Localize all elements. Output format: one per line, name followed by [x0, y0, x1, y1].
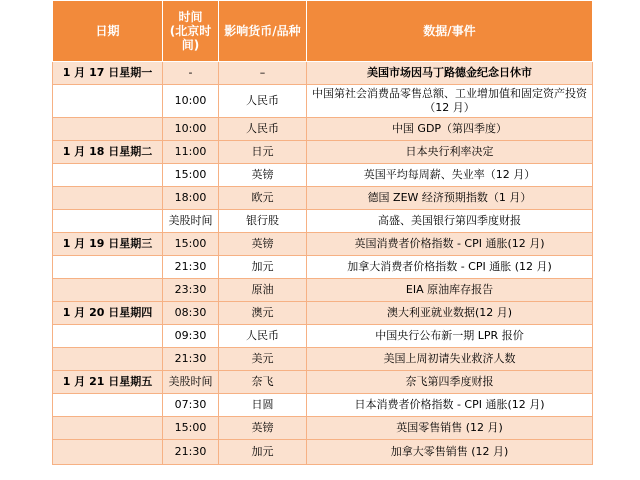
table-row: [53, 233, 593, 256]
row-date-cell: [53, 256, 163, 279]
row-time-cell: 美股时间: [163, 210, 219, 233]
table-row: [53, 279, 593, 302]
table-row: [53, 141, 593, 164]
row-date-cell: [53, 279, 163, 302]
row-currency-cell: 美元: [219, 348, 307, 371]
row-currency-cell: 日圆: [219, 394, 307, 417]
row-event-cell: 英国平均每周薪、失业率（12 月）: [307, 164, 593, 187]
row-currency-cell: 原油: [219, 279, 307, 302]
row-currency-cell: 英镑: [219, 164, 307, 187]
header-event: 数据/事件: [307, 1, 593, 62]
table-row: [53, 371, 593, 394]
row-time-cell: 11:00: [163, 141, 219, 164]
table-row: [53, 325, 593, 348]
table-row: [53, 394, 593, 417]
table-row: [53, 85, 593, 118]
row-time-cell: 10:00: [163, 118, 219, 141]
row-date-cell: [53, 325, 163, 348]
row-event-cell: 中国第社会消费品零售总额、工业增加值和固定资产投资（12 月）: [307, 85, 593, 118]
row-time-cell: 15:00: [163, 164, 219, 187]
row-time-cell: 07:30: [163, 394, 219, 417]
table-row: [53, 164, 593, 187]
row-event-cell: 加拿大零售销售 (12 月): [307, 440, 593, 465]
row-currency-cell: 加元: [219, 440, 307, 465]
header-currency: 影响货币/品种: [219, 1, 307, 62]
table-row: [53, 210, 593, 233]
row-date-cell: 1 月 21 日星期五: [53, 371, 163, 394]
row-event-cell: 英国消费者价格指数 - CPI 通胀(12 月): [307, 233, 593, 256]
row-currency-cell: 人民币: [219, 118, 307, 141]
row-event-cell: 中国 GDP（第四季度）: [307, 118, 593, 141]
row-currency-cell: 澳元: [219, 302, 307, 325]
row-time-cell: 10:00: [163, 85, 219, 118]
table-row: [53, 62, 593, 85]
row-currency-cell: 加元: [219, 256, 307, 279]
row-currency-cell: 人民币: [219, 85, 307, 118]
table-row: [53, 302, 593, 325]
table-header-row: [53, 1, 593, 62]
header-date: 日期: [53, 1, 163, 62]
row-date-cell: [53, 118, 163, 141]
row-time-cell: 21:30: [163, 348, 219, 371]
row-event-cell: 日本消费者价格指数 - CPI 通胀(12 月): [307, 394, 593, 417]
economic-calendar-table: [52, 0, 593, 465]
row-time-cell: 15:00: [163, 233, 219, 256]
table-row: [53, 256, 593, 279]
row-date-cell: [53, 348, 163, 371]
row-currency-cell: –: [219, 62, 307, 85]
row-event-cell: 中国央行公布新一期 LPR 报价: [307, 325, 593, 348]
row-time-cell: -: [163, 62, 219, 85]
row-event-cell: 日本央行利率决定: [307, 141, 593, 164]
row-time-cell: 美股时间: [163, 371, 219, 394]
table-row: [53, 187, 593, 210]
row-time-cell: 09:30: [163, 325, 219, 348]
table-row: [53, 440, 593, 465]
row-event-cell: 高盛、美国银行第四季度财报: [307, 210, 593, 233]
row-time-cell: 23:30: [163, 279, 219, 302]
row-date-cell: 1 月 19 日星期三: [53, 233, 163, 256]
row-date-cell: [53, 210, 163, 233]
row-currency-cell: 欧元: [219, 187, 307, 210]
row-time-cell: 21:30: [163, 440, 219, 465]
row-event-cell: 英国零售销售 (12 月): [307, 417, 593, 440]
row-currency-cell: 人民币: [219, 325, 307, 348]
table-row: [53, 348, 593, 371]
row-event-cell: 美国上周初请失业救济人数: [307, 348, 593, 371]
row-event-cell: EIA 原油库存报告: [307, 279, 593, 302]
table-row: [53, 118, 593, 141]
row-currency-cell: 英镑: [219, 417, 307, 440]
table-row: [53, 417, 593, 440]
row-event-cell: 奈飞第四季度财报: [307, 371, 593, 394]
row-date-cell: [53, 394, 163, 417]
row-time-cell: 21:30: [163, 256, 219, 279]
row-time-cell: 15:00: [163, 417, 219, 440]
row-date-cell: 1 月 18 日星期二: [53, 141, 163, 164]
row-time-cell: 18:00: [163, 187, 219, 210]
row-date-cell: [53, 187, 163, 210]
row-event-cell: 德国 ZEW 经济预期指数（1 月）: [307, 187, 593, 210]
row-currency-cell: 奈飞: [219, 371, 307, 394]
row-currency-cell: 英镑: [219, 233, 307, 256]
row-date-cell: 1 月 20 日星期四: [53, 302, 163, 325]
header-time: 时间 (北京时间): [163, 1, 219, 62]
row-date-cell: 1 月 17 日星期一: [53, 62, 163, 85]
row-date-cell: [53, 440, 163, 465]
row-time-cell: 08:30: [163, 302, 219, 325]
row-event-cell: 美国市场因马丁路德金纪念日休市: [307, 62, 593, 85]
row-currency-cell: 日元: [219, 141, 307, 164]
row-date-cell: [53, 164, 163, 187]
row-event-cell: 澳大利亚就业数据(12 月): [307, 302, 593, 325]
row-currency-cell: 银行股: [219, 210, 307, 233]
row-date-cell: [53, 417, 163, 440]
row-event-cell: 加拿大消费者价格指数 - CPI 通胀 (12 月): [307, 256, 593, 279]
row-date-cell: [53, 85, 163, 118]
